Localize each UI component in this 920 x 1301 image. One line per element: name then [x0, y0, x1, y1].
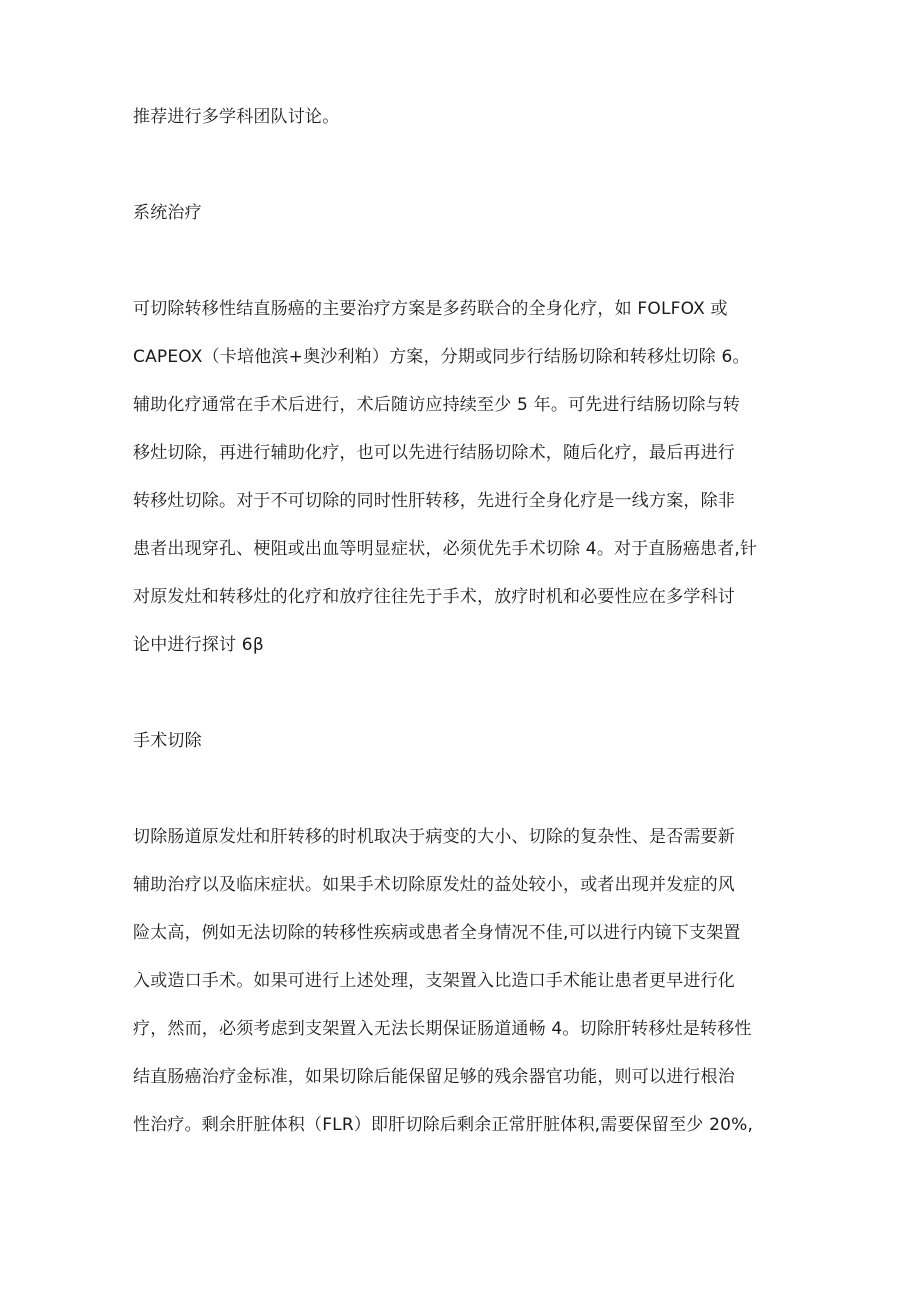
section-heading-systemic-therapy: 系统治疗 — [133, 203, 202, 223]
section-heading-surgical-resection: 手术切除 — [133, 731, 202, 751]
paragraph-line: 性治疗。剩余肝脏体积（FLR）即肝切除后剩余正常肝脏体积,需要保留至少 20%, — [133, 1115, 754, 1135]
intro-line: 推荐进行多学科团队讨论。 — [133, 107, 340, 127]
paragraph-line: 移灶切除，再进行辅助化疗，也可以先进行结肠切除术，随后化疗，最后再进行 — [133, 443, 735, 463]
paragraph-line: 论中进行探讨 6β — [133, 635, 264, 655]
paragraph-line: 辅助化疗通常在手术后进行，术后随访应持续至少 5 年。可先进行结肠切除与转 — [133, 395, 741, 415]
paragraph-line: 可切除转移性结直肠癌的主要治疗方案是多药联合的全身化疗，如 FOLFOX 或 — [133, 299, 728, 319]
paragraph-line: 辅助治疗以及临床症状。如果手术切除原发灶的益处较小，或者出现并发症的风 — [133, 875, 735, 895]
paragraph-line: 疗，然而，必须考虑到支架置入无法长期保证肠道通畅 4。切除肝转移灶是转移性 — [133, 1019, 752, 1039]
paragraph-line: 入或造口手术。如果可进行上述处理，支架置入比造口手术能让患者更早进行化 — [133, 971, 735, 991]
paragraph-line: 患者出现穿孔、梗阻或出血等明显症状，必须优先手术切除 4。对于直肠癌患者,针 — [133, 539, 758, 559]
paragraph-line: 险太高，例如无法切除的转移性疾病或患者全身情况不佳,可以进行内镜下支架置 — [133, 923, 741, 943]
paragraph-line: 结直肠癌治疗金标准，如果切除后能保留足够的残余器官功能，则可以进行根治 — [133, 1067, 735, 1087]
paragraph-line: 对原发灶和转移灶的化疗和放疗往往先于手术，放疗时机和必要性应在多学科讨 — [133, 587, 735, 607]
paragraph-line: 转移灶切除。对于不可切除的同时性肝转移，先进行全身化疗是一线方案，除非 — [133, 491, 735, 511]
paragraph-line: 切除肠道原发灶和肝转移的时机取决于病变的大小、切除的复杂性、是否需要新 — [133, 827, 735, 847]
paragraph-line: CAPEOX（卡培他滨+奥沙利粕）方案，分期或同步行结肠切除和转移灶切除 6。 — [133, 347, 750, 367]
